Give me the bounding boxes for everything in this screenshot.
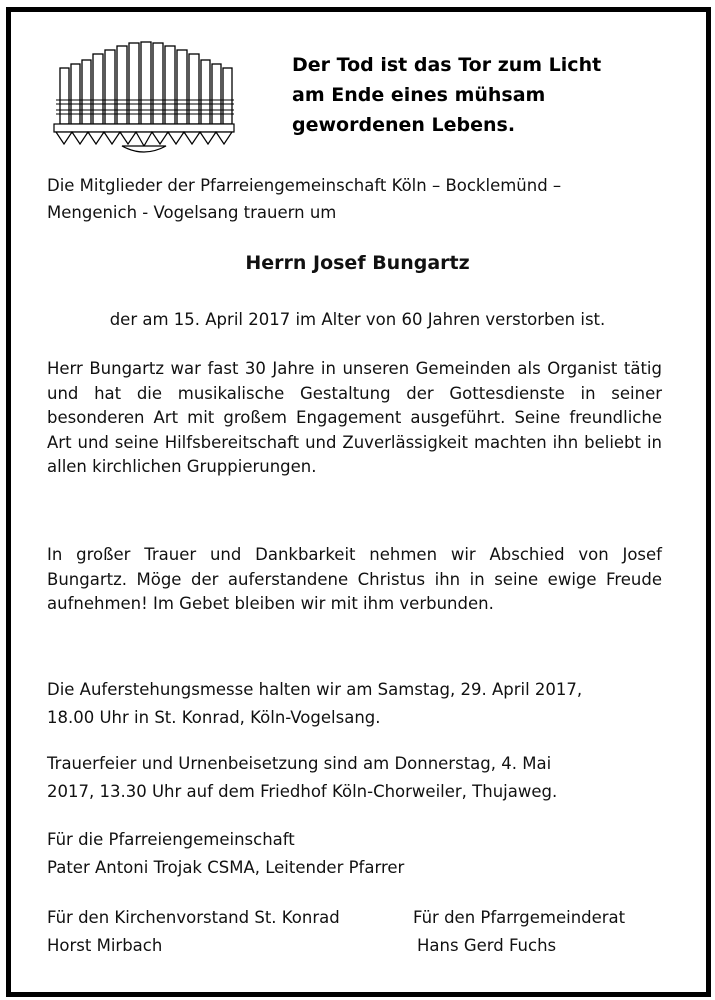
burial-line: 2017, 13.30 Uhr auf dem Friedhof Köln-Chorweiler, Thujaweg. [47,782,558,801]
deceased-name: Herrn Josef Bungartz [245,252,470,274]
signature-parish [47,826,404,882]
signature-person: Pater Antoni Trojak CSMA, Leitender Pfarrer [47,858,405,877]
intro [47,172,662,226]
signature-council [413,904,625,960]
intro-line: Die Mitglieder der Pfarreiengemeinschaft Köln – Bocklemünd – [47,176,562,195]
mass-info [47,676,662,732]
motto-line: Der Tod ist das Tor zum Licht [292,54,602,76]
signature-board [47,904,340,960]
motto [292,50,601,140]
signature-person: Hans Gerd Fuchs [417,936,557,955]
signature-org: Für den Pfarrgemeinderat [413,908,626,927]
signature-person: Horst Mirbach [47,936,163,955]
signature-org: Für die Pfarreiengemeinschaft [47,830,295,849]
motto-line: am Ende eines mühsam [292,84,546,106]
intro-line: Mengenich - Vogelsang trauern um [47,203,337,222]
mass-line: 18.00 Uhr in St. Konrad, Köln-Vogelsang. [47,708,381,727]
death-notice: der am 15. April 2017 im Alter von 60 Jahren verstorben ist. [109,310,606,329]
tribute-paragraph: Herr Bungartz war fast 30 Jahre in unseren Gemeinden als Organist tätig und hat die musikalische Gestaltung der Gottesdienste in seiner besonderen Art mit großem Engagement ausgeführt. Seine freundliche Art und seine Hilfsbereitschaft und Zuverlässigkeit machten ihn beliebt in allen kirchlichen Gruppierungen. [47,359,662,477]
burial-info [47,750,662,806]
farewell-paragraph: In großer Trauer und Dankbarkeit nehmen wir Abschied von Josef Bungartz. Möge der auferstandene Christus ihn in seine ewige Freude aufnehmen! Im Gebet bleiben wir mit ihm verbunden. [47,545,662,614]
organ-pipes-icon [52,40,236,158]
mass-line: Die Auferstehungsmesse halten wir am Samstag, 29. April 2017, [47,680,583,699]
burial-line: Trauerfeier und Urnenbeisetzung sind am Donnerstag, 4. Mai [47,754,552,773]
signature-org: Für den Kirchenvorstand St. Konrad [47,908,340,927]
motto-line: gewordenen Lebens. [292,114,516,136]
